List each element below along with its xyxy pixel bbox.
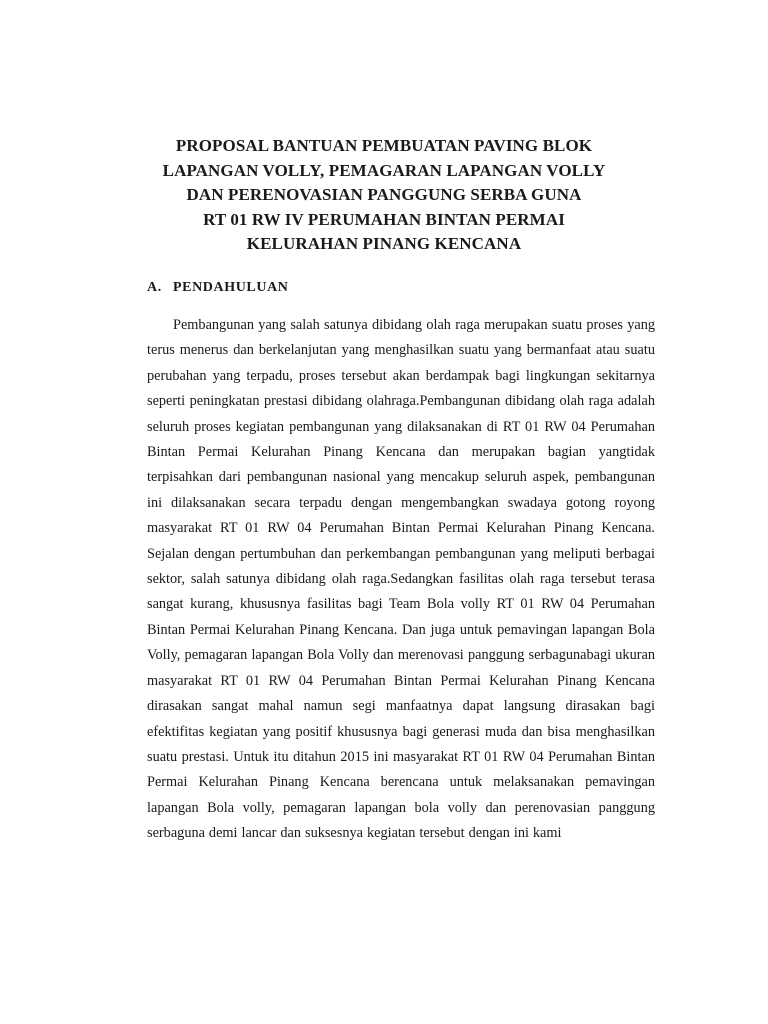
section-title: PENDAHULUAN: [173, 280, 289, 295]
title-line-1: PROPOSAL BANTUAN PEMBUATAN PAVING BLOK: [175, 136, 593, 155]
document-title: [0, 134, 768, 257]
title-line-4: RT 01 RW IV PERUMAHAN BINTAN PERMAI: [203, 209, 565, 229]
section-number: A.: [147, 280, 162, 295]
body-paragraph: Pembangunan yang salah satunya dibidang olah raga merupakan suatu proses yang terus menerus dan berkelanjutan yang menghasilkan suatu yang bermanfaat atau suatu perubahan yang terpadu, proses tersebut akan berdampak bagi lingkungan sekitarnya seperti peningkatan prestasi dibidang olahraga.Pembangunan dibidang olah raga adalah seluruh proses kegiatan pembangunan yang dilaksanakan di RT 01 RW 04 Perumahan Bintan Permai Kelurahan Pinang Kencana dan merupakan bagian yangtidak terpisahkan dari pembangunan nasional yang mencakup seluruh aspek, pembangunan ini dilaksanakan secara terpadu dengan mengembangkan swadaya gotong royong masyarakat RT 01 RW 04 Perumahan Bintan Permai Kelurahan Pinang Kencana. Sejalan dengan pertumbuhan dan perkembangan pembangunan yang meliputi berbagai sektor, salah satunya dibidang olah raga.Sedangkan fasilitas olah raga tersebut terasa sangat kurang, khususnya fasilitas bagi Team Bola volly RT 01 RW 04 Perumahan Bintan Permai Kelurahan Pinang Kencana. Dan juga untuk pemavingan lapangan Bola Volly, pemagaran lapangan Bola Volly dan merenovasi panggung serbagunabagi ukuran masyarakat RT 01 RW 04 Perumahan Bintan Permai Kelurahan Pinang Kencana dirasakan sangat mahal namun segi manfaatnya dapat langsung dirasakan bagi efektifitas kegiatan yang positif khususnya bagi generasi muda dan bisa menghasilkan suatu prestasi. Untuk itu ditahun 2015 ini masyarakat RT 01 RW 04 Perumahan Bintan Permai Kelurahan Pinang Kencana berencana untuk melaksanakan pemavingan lapangan Bola volly, pemagaran lapangan bola volly dan perenovasian panggung serbaguna demi lancar dan suksesnya kegiatan tersebut dengan ini kami: [147, 317, 655, 842]
title-line-5: KELURAHAN PINANG KENCANA: [246, 234, 522, 253]
section-heading: [147, 280, 289, 296]
title-line-3: DAN PERENOVASIAN PANGGUNG SERBA GUNA: [186, 185, 582, 204]
title-line-2: LAPANGAN VOLLY, PEMAGARAN LAPANGAN VOLLY: [162, 160, 606, 180]
